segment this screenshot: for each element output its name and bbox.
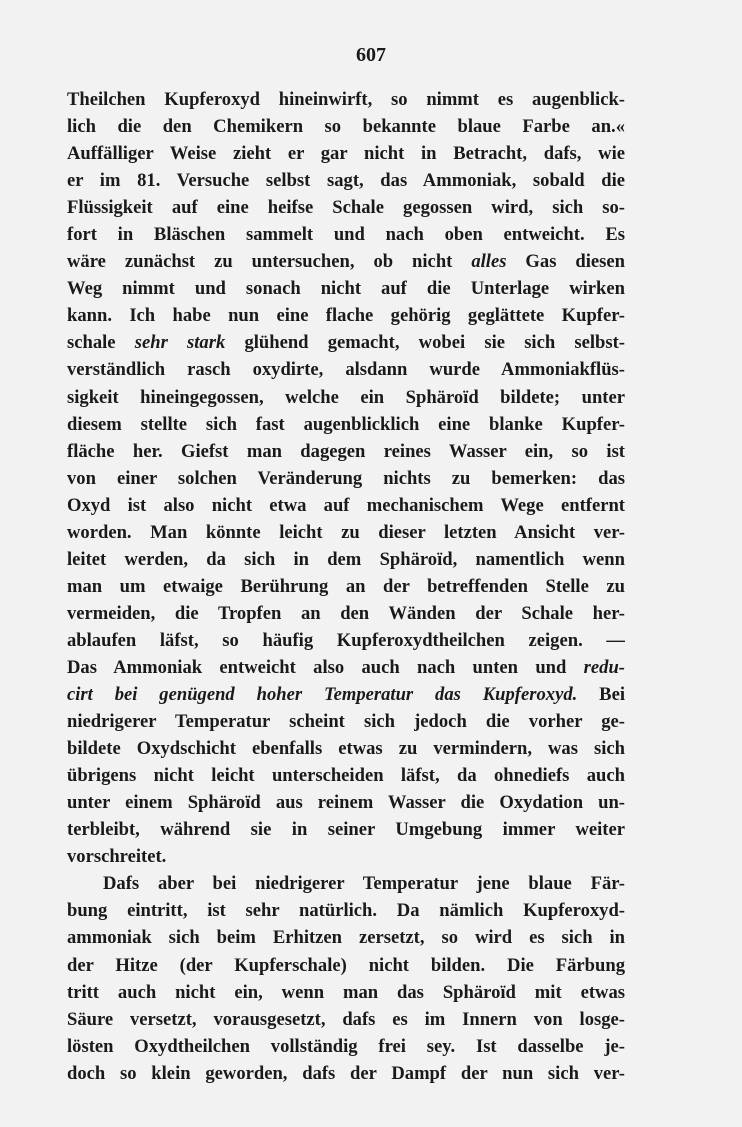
text-line: er im 81. Versuche selbst sagt, das Ammoniak, sobald die	[67, 170, 625, 192]
text-line: diesem stellte sich fast augenblicklich eine blanke Kupfer-	[67, 413, 625, 435]
text-line: ablaufen läfst, so häufig Kupferoxydtheilchen zeigen. —	[67, 629, 625, 651]
text-line	[67, 681, 625, 708]
text-line: sigkeit hineingegossen, welche ein Sphäroïd bildete; unter	[67, 386, 625, 408]
text-line: lösten Oxydtheilchen vollständig frei sey. Ist dasselbe je-	[67, 1035, 625, 1057]
text-line: Flüssigkeit auf eine heifse Schale gegossen wird, sich so-	[67, 197, 625, 219]
text-line: doch so klein geworden, dafs der Dampf der nun sich ver-	[67, 1062, 625, 1084]
text-line: Säure versetzt, vorausgesetzt, dafs es im Innern von losge-	[67, 1008, 625, 1030]
text-line: tritt auch nicht ein, wenn man das Sphäroïd mit etwas	[67, 981, 625, 1003]
text-line: der Hitze (der Kupferschale) nicht bilden. Die Färbung	[67, 954, 625, 976]
text-line: Theilchen Kupferoxyd hineinwirft, so nimmt es augenblick-	[67, 89, 625, 110]
text-line: fort in Bläschen sammelt und nach oben entweicht. Es	[67, 224, 625, 246]
text-line: von einer solchen Veränderung nichts zu bemerken: das	[67, 467, 625, 489]
text-line: verständlich rasch oxydirte, alsdann wurde Ammoniakflüs-	[67, 359, 625, 381]
text-line: lich die den Chemikern so bekannte blaue Farbe an.«	[67, 116, 625, 138]
italic-emphasis: alles	[471, 251, 507, 273]
text-line	[67, 654, 625, 681]
page-number: 607	[356, 44, 386, 66]
text-line	[67, 329, 625, 356]
text-line: Oxyd ist also nicht etwa auf mechanischem Wege entfernt	[67, 494, 625, 516]
text-line: man um etwaige Berührung an der betreffenden Stelle zu	[67, 575, 625, 597]
text-line: bildete Oxydschicht ebenfalls etwas zu vermindern, was sich	[67, 738, 625, 760]
italic-emphasis: sehr stark	[134, 332, 226, 354]
text-line: vorschreitet.	[67, 846, 167, 868]
text-line: fläche her. Giefst man dagegen reines Wasser ein, so ist	[67, 440, 625, 462]
text-segment: Das Ammoniak entweicht also auch nach unten und	[67, 656, 584, 678]
page-body-text	[67, 86, 625, 1087]
italic-emphasis: redu-	[583, 656, 625, 678]
text-line: worden. Man könnte leicht zu dieser letzten Ansicht ver-	[67, 521, 625, 543]
text-line: ammoniak sich beim Erhitzen zersetzt, so wird es sich in	[67, 927, 625, 949]
text-line: bung eintritt, ist sehr natürlich. Da nämlich Kupferoxyd-	[67, 900, 625, 922]
text-line: übrigens nicht leicht unterscheiden läfst, da ohnediefs auch	[67, 765, 625, 787]
text-line	[67, 248, 625, 275]
text-line: niedrigerer Temperatur scheint sich jedoch die vorher ge-	[67, 711, 625, 733]
text-line: unter einem Sphäroïd aus reinem Wasser die Oxydation un-	[67, 792, 625, 814]
text-segment: Gas diesen	[506, 251, 625, 273]
text-line: leitet werden, da sich in dem Sphäroïd, namentlich wenn	[67, 548, 625, 570]
text-segment: schale	[67, 332, 135, 354]
text-line: vermeiden, die Tropfen an den Wänden der Schale her-	[67, 602, 625, 624]
text-line: Auffälliger Weise zieht er gar nicht in Betracht, dafs, wie	[67, 143, 625, 165]
text-line: Dafs aber bei niedrigerer Temperatur jene blaue Fär-	[103, 873, 625, 895]
text-segment: wäre zunächst zu untersuchen, ob nicht	[67, 251, 472, 273]
italic-emphasis: cirt bei genügend hoher Temperatur das Kupferoxyd.	[67, 684, 578, 706]
text-line: terbleibt, während sie in seiner Umgebung immer weiter	[67, 819, 625, 841]
text-line: Weg nimmt und sonach nicht auf die Unterlage wirken	[67, 278, 625, 300]
text-segment: Bei	[577, 684, 625, 706]
text-line: kann. Ich habe nun eine flache gehörig geglättete Kupfer-	[67, 305, 625, 327]
text-segment: glühend gemacht, wobei sie sich selbst-	[225, 332, 625, 354]
